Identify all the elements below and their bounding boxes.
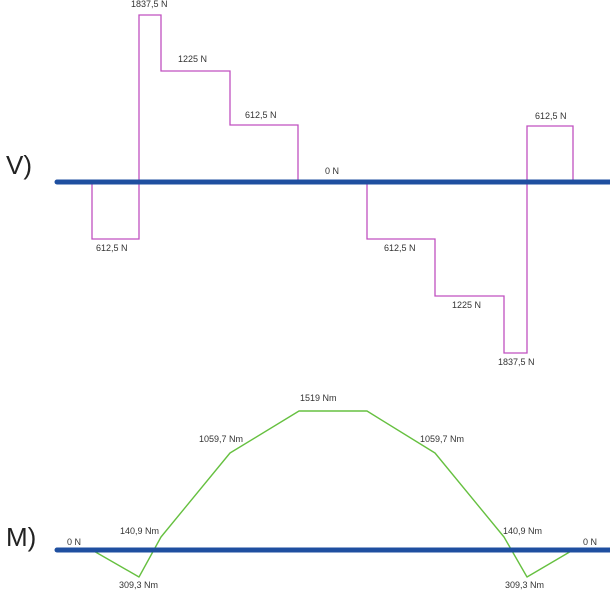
shear-label-max-negative: 1837,5 N <box>498 357 535 367</box>
moment-diagram-label: M) <box>6 522 37 552</box>
moment-label-140-right: 140,9 Nm <box>503 526 543 536</box>
moment-label-1059-left: 1059,7 Nm <box>199 434 244 444</box>
shear-label-612-negative: 612,5 N <box>384 243 416 253</box>
shear-label-612-right-positive: 612,5 N <box>535 111 567 121</box>
moment-label-max: 1519 Nm <box>300 393 337 403</box>
shear-label-1225-positive: 1225 N <box>178 54 208 64</box>
moment-label-140-left: 140,9 Nm <box>120 526 160 536</box>
shear-diagram <box>6 0 610 367</box>
shear-label-612-positive: 612,5 N <box>245 110 277 120</box>
moment-label-309-left: 309,3 Nm <box>119 580 159 590</box>
shear-label-1225-negative: 1225 N <box>452 300 482 310</box>
moment-label-309-right: 309,3 Nm <box>505 580 545 590</box>
moment-label-zero-left: 0 N <box>67 537 82 547</box>
moment-diagram <box>6 393 610 590</box>
shear-diagram-label: V) <box>6 150 32 180</box>
shear-label-max-positive: 1837,5 N <box>131 0 168 9</box>
shear-label-zero: 0 N <box>325 166 340 176</box>
moment-label-1059-right: 1059,7 Nm <box>420 434 465 444</box>
moment-label-zero-right: 0 N <box>583 537 598 547</box>
shear-label-612-left-negative: 612,5 N <box>96 243 128 253</box>
